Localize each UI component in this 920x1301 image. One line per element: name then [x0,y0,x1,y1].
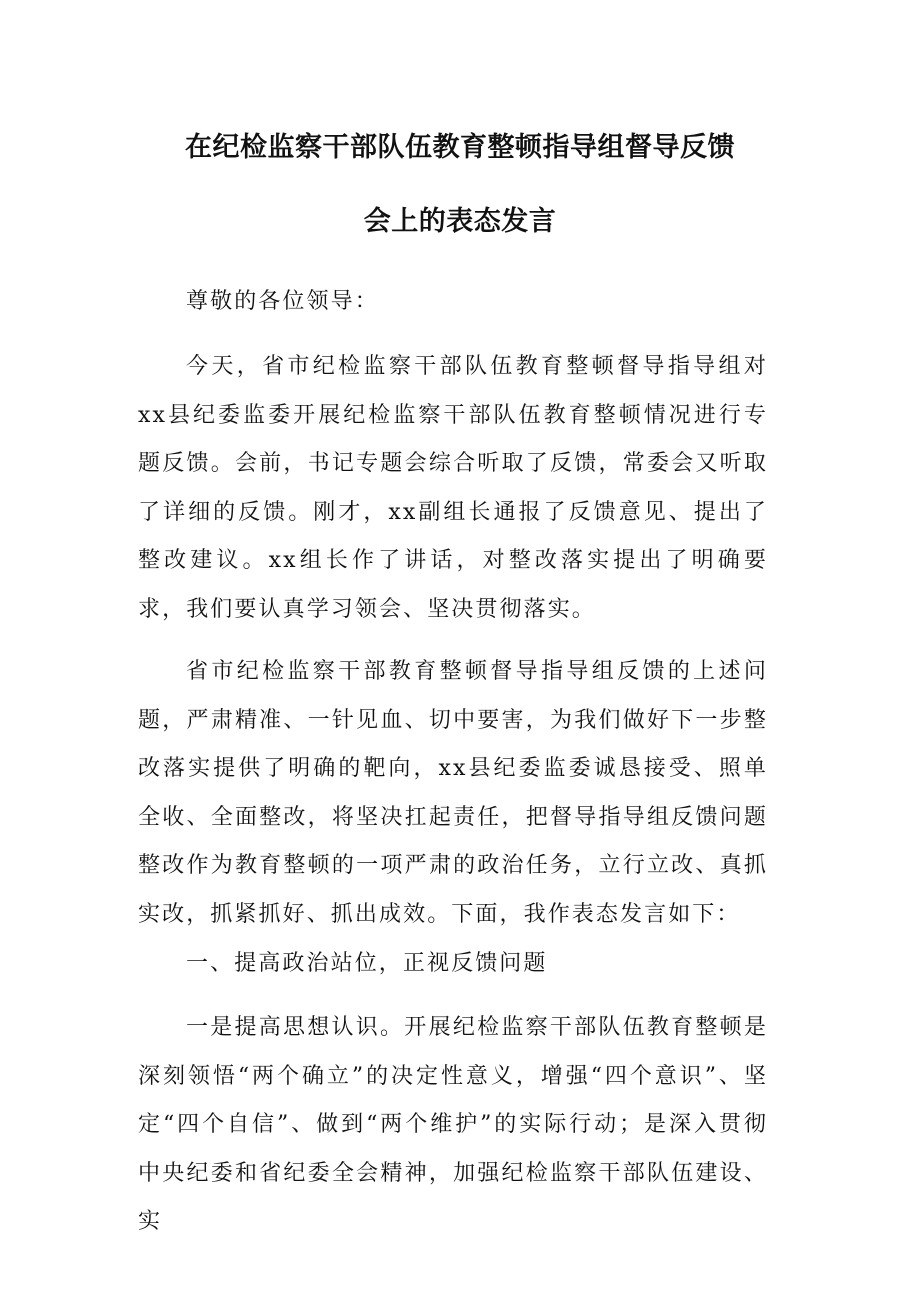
salutation: 尊敬的各位领导： [186,289,379,314]
document-title-line-1: 在纪检监察干部队伍教育整顿指导组督导反馈 [185,132,735,163]
document-title-line-2: 会上的表态发言 [363,206,557,237]
section-heading: 一、提高政治站位，正视反馈问题 [186,951,548,976]
body-paragraph: 一是提高思想认识。开展纪检监察干部队伍教育整顿是深刻领悟“两个确立”的决定性意义，增强“四个意识”、坚定“四个自信”、做到“两个维护”的实际行动；是深入贯彻中央纪委和省纪委全会精神，加强纪检监察干部队伍建设、实 [138,1015,768,1234]
body-paragraph: 省市纪检监察干部教育整顿督导指导组反馈的上述问题，严肃精准、一针见血、切中要害，为我们做好下一步整改落实提供了明确的靶向，xx县纪委监委诚恳接受、照单全收、全面整改，将坚决扛起责任，把督导指导组反馈问题整改作为教育整顿的一项严肃的政治任务，立行立改、真抓实改，抓紧抓好、抓出成效。下面，我作表态发言如下： [138,659,768,927]
body-paragraph: 今天，省市纪检监察干部队伍教育整顿督导指导组对xx县纪委监委开展纪检监察干部队伍教育整顿情况进行专题反馈。会前，书记专题会综合听取了反馈，常委会又听取了详细的反馈。刚才，xx副组长通报了反馈意见、提出了整改建议。xx组长作了讲话，对整改落实提出了明确要求，我们要认真学习领会、坚决贯彻落实。 [138,354,768,622]
